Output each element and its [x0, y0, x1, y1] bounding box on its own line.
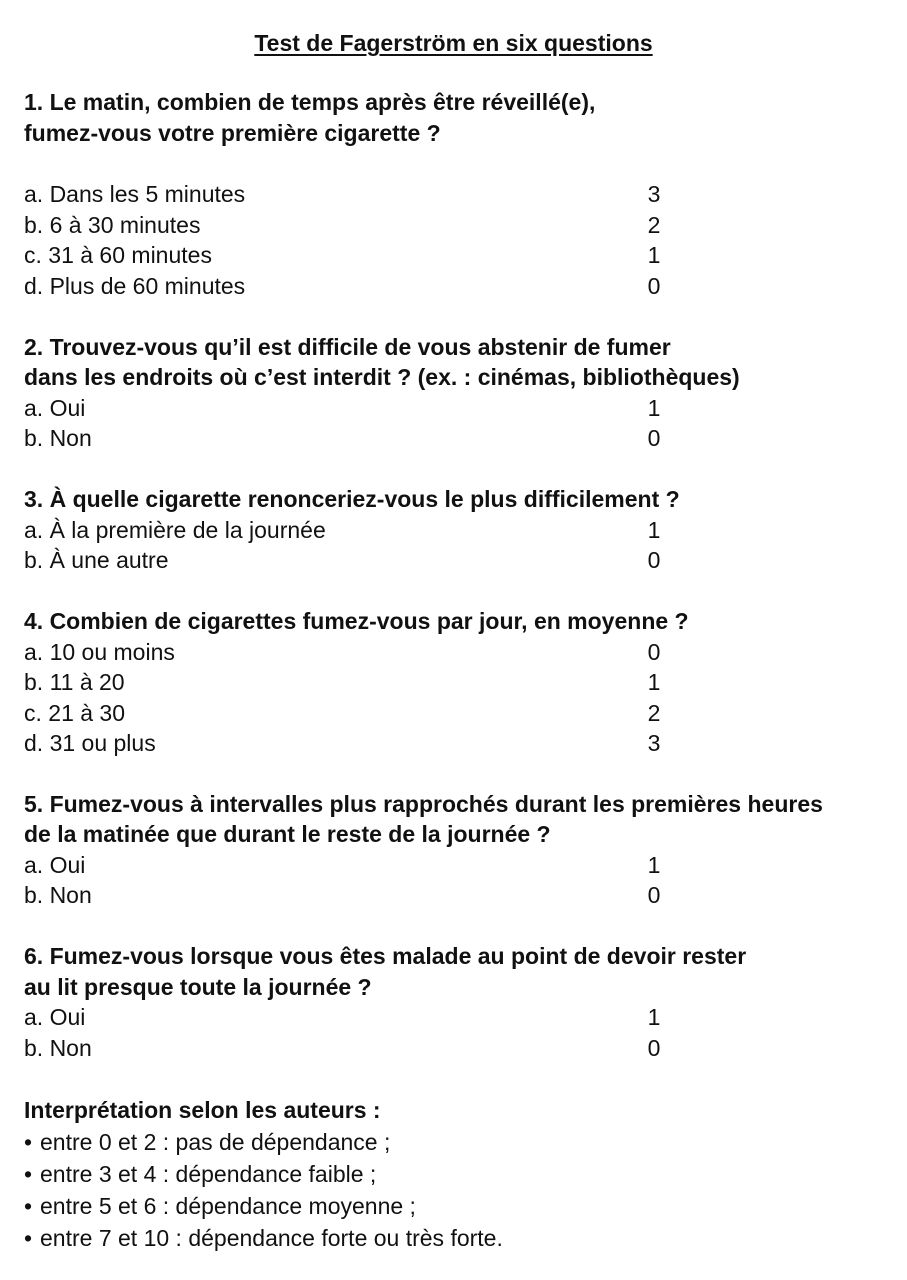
- option-score: 2: [647, 212, 661, 238]
- title-text: Test de Fagerström en six questions: [254, 30, 653, 56]
- question-1-line-1: 1. Le matin, combien de temps après être réveillé(e),: [24, 89, 596, 115]
- option-label: d. Plus de 60 minutes: [24, 273, 246, 299]
- bullet-icon: •: [24, 1161, 33, 1187]
- question-1-option-b: [24, 210, 664, 240]
- question-2-option-b: [24, 423, 664, 453]
- question-5-line-1: 5. Fumez-vous à intervalles plus rapprochés durant les premières heures: [24, 791, 823, 817]
- option-label: a. Oui: [24, 852, 86, 878]
- question-6-option-b: [24, 1033, 664, 1063]
- document-title: [0, 28, 907, 58]
- option-label: c. 31 à 60 minutes: [24, 242, 212, 268]
- question-5-line-2: de la matinée que durant le reste de la journée ?: [24, 821, 551, 847]
- interpretation-text: entre 7 et 10 : dépendance forte ou très forte.: [40, 1225, 503, 1251]
- interpretation-text: entre 0 et 2 : pas de dépendance ;: [40, 1129, 391, 1155]
- option-label: b. Non: [24, 425, 92, 451]
- option-label: a. Dans les 5 minutes: [24, 181, 246, 207]
- question-5-option-a: [24, 850, 664, 880]
- option-label: b. 6 à 30 minutes: [24, 212, 201, 238]
- option-label: d. 31 ou plus: [24, 730, 156, 756]
- interpretation-item: [24, 1127, 390, 1157]
- question-3-option-a: [24, 515, 664, 545]
- question-1-line-2: fumez-vous votre première cigarette ?: [24, 120, 441, 146]
- question-6-line-1: 6. Fumez-vous lorsque vous êtes malade au point de devoir rester: [24, 943, 747, 969]
- option-score: 0: [647, 425, 661, 451]
- option-score: 1: [647, 669, 661, 695]
- bullet-icon: •: [24, 1129, 33, 1155]
- bullet-icon: •: [24, 1193, 33, 1219]
- option-label: a. Oui: [24, 395, 86, 421]
- interpretation-item: [24, 1223, 503, 1253]
- option-label: c. 21 à 30: [24, 700, 126, 726]
- interpretation-text: entre 5 et 6 : dépendance moyenne ;: [40, 1193, 416, 1219]
- option-score: 1: [647, 517, 661, 543]
- option-label: b. À une autre: [24, 547, 169, 573]
- question-2-line-2: dans les endroits où c’est interdit ? (ex. : cinémas, bibliothèques): [24, 364, 740, 390]
- option-score: 0: [647, 639, 661, 665]
- option-label: b. 11 à 20: [24, 669, 125, 695]
- option-score: 0: [647, 547, 661, 573]
- option-label: b. Non: [24, 882, 92, 908]
- question-1-option-a: [24, 179, 664, 209]
- option-score: 0: [647, 1035, 661, 1061]
- question-4-option-a: [24, 637, 664, 667]
- option-score: 0: [647, 273, 661, 299]
- option-label: a. Oui: [24, 1004, 86, 1030]
- interpretation-item: [24, 1191, 416, 1221]
- question-4-option-c: [24, 698, 664, 728]
- question-3-option-b: [24, 545, 664, 575]
- question-6-option-a: [24, 1002, 664, 1032]
- question-4-line-1: 4. Combien de cigarettes fumez-vous par jour, en moyenne ?: [24, 608, 689, 634]
- question-5-option-b: [24, 880, 664, 910]
- question-3-line-1: 3. À quelle cigarette renonceriez-vous le plus difficilement ?: [24, 486, 680, 512]
- question-2-line-1: 2. Trouvez-vous qu’il est difficile de vous abstenir de fumer: [24, 334, 671, 360]
- question-1-option-c: [24, 240, 664, 270]
- option-score: 1: [647, 852, 661, 878]
- interpretation-text: entre 3 et 4 : dépendance faible ;: [40, 1161, 377, 1187]
- option-score: 3: [647, 730, 661, 756]
- option-label: a. À la première de la journée: [24, 517, 326, 543]
- option-score: 0: [647, 882, 661, 908]
- option-score: 1: [647, 1004, 661, 1030]
- question-2-option-a: [24, 393, 664, 423]
- option-score: 2: [647, 700, 661, 726]
- option-score: 1: [647, 395, 661, 421]
- option-label: a. 10 ou moins: [24, 639, 175, 665]
- bullet-icon: •: [24, 1225, 33, 1251]
- option-label: b. Non: [24, 1035, 92, 1061]
- option-score: 3: [647, 181, 661, 207]
- question-4-option-d: [24, 728, 664, 758]
- option-score: 1: [647, 242, 661, 268]
- question-6-line-2: au lit presque toute la journée ?: [24, 974, 372, 1000]
- question-4-option-b: [24, 667, 664, 697]
- question-1-option-d: [24, 271, 664, 301]
- interpretation-heading: Interprétation selon les auteurs :: [24, 1097, 381, 1123]
- interpretation-item: [24, 1159, 376, 1189]
